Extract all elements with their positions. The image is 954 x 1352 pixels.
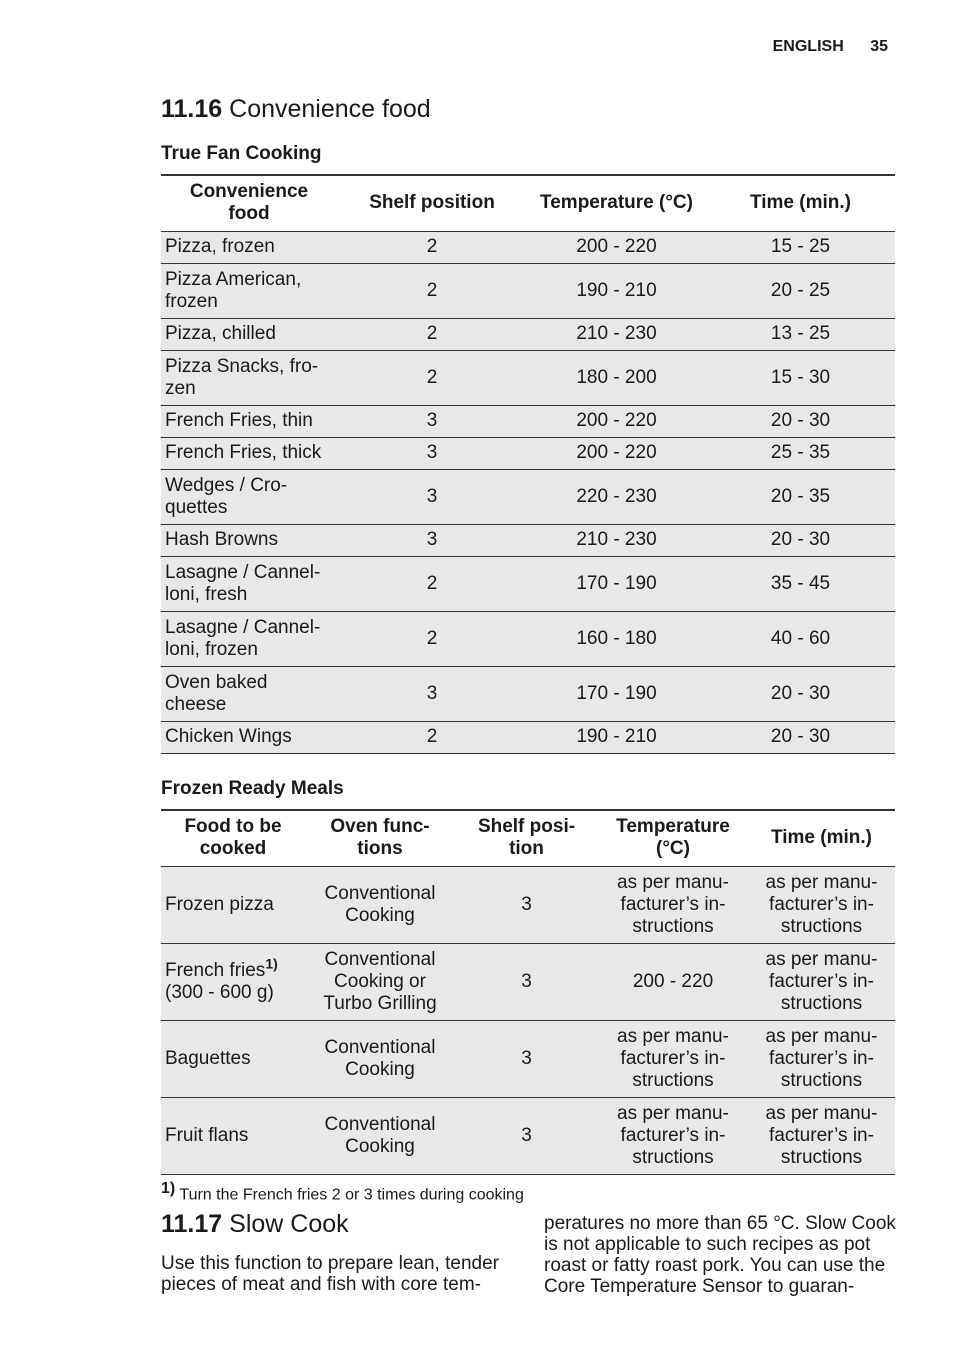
table-row xyxy=(161,263,895,318)
column-header: Shelf position xyxy=(337,175,527,231)
food-cell: Pizza, frozen xyxy=(161,231,337,263)
time-cell: as per manu-facturer’s in-structions xyxy=(748,866,895,943)
footnote-marker: 1) xyxy=(161,1180,176,1197)
shelf-cell: 2 xyxy=(337,350,527,405)
page-header xyxy=(773,38,888,56)
true-fan-cooking-table xyxy=(161,174,895,754)
temperature-cell: as per manu-facturer’s in-structions xyxy=(598,1020,748,1097)
food-cell: Lasagne / Cannel-loni, frozen xyxy=(161,611,337,666)
table-row xyxy=(161,866,895,943)
temperature-cell: 160 - 180 xyxy=(527,611,706,666)
temperature-cell: 200 - 220 xyxy=(527,437,706,469)
section-number: 11.16 xyxy=(161,95,223,123)
subtitle-true-fan-cooking: True Fan Cooking xyxy=(161,143,322,164)
time-cell: 15 - 25 xyxy=(706,231,895,263)
shelf-cell: 3 xyxy=(337,437,527,469)
time-cell: 13 - 25 xyxy=(706,318,895,350)
table-row xyxy=(161,231,895,263)
temperature-cell: 170 - 190 xyxy=(527,666,706,721)
food-cell: Baguettes xyxy=(161,1020,305,1097)
temperature-cell: 200 - 220 xyxy=(527,231,706,263)
food-cell: Chicken Wings xyxy=(161,721,337,753)
time-cell: as per manu-facturer’s in-structions xyxy=(748,943,895,1020)
time-cell: 25 - 35 xyxy=(706,437,895,469)
footnote-text: Turn the French fries 2 or 3 times during cooking xyxy=(179,1186,524,1204)
column-header: Oven func-tions xyxy=(305,810,455,866)
food-cell: Pizza, chilled xyxy=(161,318,337,350)
food-cell: Oven baked cheese xyxy=(161,666,337,721)
section-number: 11.17 xyxy=(161,1210,223,1238)
table-row xyxy=(161,1097,895,1174)
temperature-cell: 190 - 210 xyxy=(527,721,706,753)
food-cell: Frozen pizza xyxy=(161,866,305,943)
column-header: Time (min.) xyxy=(748,810,895,866)
table-row xyxy=(161,318,895,350)
time-cell: as per manu-facturer’s in-structions xyxy=(748,1097,895,1174)
shelf-cell: 3 xyxy=(455,866,598,943)
table-row xyxy=(161,721,895,753)
food-cell: Lasagne / Cannel-loni, fresh xyxy=(161,556,337,611)
shelf-cell: 2 xyxy=(337,231,527,263)
shelf-cell: 3 xyxy=(455,1020,598,1097)
table-header-row xyxy=(161,175,895,231)
column-header: Food to be cooked xyxy=(161,810,305,866)
time-cell: as per manu-facturer’s in-structions xyxy=(748,1020,895,1097)
food-cell xyxy=(161,943,305,1020)
table-row xyxy=(161,350,895,405)
time-cell: 20 - 30 xyxy=(706,721,895,753)
food-cell: Pizza Snacks, fro-zen xyxy=(161,350,337,405)
food-weight: (300 - 600 g) xyxy=(165,981,274,1003)
temperature-cell: 220 - 230 xyxy=(527,469,706,524)
temperature-cell: 180 - 200 xyxy=(527,350,706,405)
function-cell: Conventional Cooking or Turbo Grilling xyxy=(305,943,455,1020)
shelf-cell: 2 xyxy=(337,721,527,753)
table-row xyxy=(161,943,895,1020)
table-row xyxy=(161,556,895,611)
shelf-cell: 3 xyxy=(337,666,527,721)
temperature-cell: 210 - 230 xyxy=(527,524,706,556)
temperature-cell: 190 - 210 xyxy=(527,263,706,318)
section-title-text: Convenience food xyxy=(229,95,431,123)
shelf-cell: 3 xyxy=(337,405,527,437)
table-row xyxy=(161,611,895,666)
temperature-cell: as per manu-facturer’s in-structions xyxy=(598,1097,748,1174)
shelf-cell: 3 xyxy=(455,943,598,1020)
temperature-cell: 200 - 220 xyxy=(598,943,748,1020)
time-cell: 20 - 30 xyxy=(706,524,895,556)
language-label: ENGLISH xyxy=(772,38,844,55)
temperature-cell: 200 - 220 xyxy=(527,405,706,437)
time-cell: 15 - 30 xyxy=(706,350,895,405)
temperature-cell: 170 - 190 xyxy=(527,556,706,611)
section-title-slow-cook xyxy=(161,1210,349,1239)
food-cell: French Fries, thin xyxy=(161,405,337,437)
shelf-cell: 2 xyxy=(337,318,527,350)
time-cell: 20 - 25 xyxy=(706,263,895,318)
temperature-cell: as per manu-facturer’s in-structions xyxy=(598,866,748,943)
time-cell: 40 - 60 xyxy=(706,611,895,666)
table-row xyxy=(161,1020,895,1097)
shelf-cell: 3 xyxy=(337,524,527,556)
table-header-row xyxy=(161,810,895,866)
column-header: Temperature (°C) xyxy=(527,175,706,231)
slow-cook-paragraph-left: Use this function to prepare lean, tender pieces of meat and fish with core tem- xyxy=(161,1253,499,1295)
subtitle-frozen-ready-meals: Frozen Ready Meals xyxy=(161,778,344,799)
shelf-cell: 2 xyxy=(337,556,527,611)
time-cell: 20 - 35 xyxy=(706,469,895,524)
function-cell: Conventional Cooking xyxy=(305,1020,455,1097)
shelf-cell: 2 xyxy=(337,263,527,318)
temperature-cell: 210 - 230 xyxy=(527,318,706,350)
footnote-marker: 1) xyxy=(265,955,278,972)
food-name: French fries xyxy=(165,959,266,981)
time-cell: 20 - 30 xyxy=(706,405,895,437)
column-header: Time (min.) xyxy=(706,175,895,231)
column-header: Temperature (°C) xyxy=(598,810,748,866)
column-header: Convenience food xyxy=(161,175,337,231)
shelf-cell: 3 xyxy=(455,1097,598,1174)
footnote xyxy=(161,1180,524,1204)
slow-cook-paragraph-right: peratures no more than 65 °C. Slow Cook is not applicable to such recipes as pot roast or fatty roast pork. You can use the Core Temperature Sensor to guaran- xyxy=(544,1213,896,1297)
food-cell: Pizza American, frozen xyxy=(161,263,337,318)
table-row xyxy=(161,437,895,469)
section-title-convenience-food xyxy=(161,95,431,124)
shelf-cell: 2 xyxy=(337,611,527,666)
function-cell: Conventional Cooking xyxy=(305,1097,455,1174)
time-cell: 35 - 45 xyxy=(706,556,895,611)
page-number: 35 xyxy=(870,38,888,55)
food-cell: Fruit flans xyxy=(161,1097,305,1174)
table-row xyxy=(161,405,895,437)
food-cell: Wedges / Cro-quettes xyxy=(161,469,337,524)
column-header: Shelf posi-tion xyxy=(455,810,598,866)
shelf-cell: 3 xyxy=(337,469,527,524)
table-row xyxy=(161,469,895,524)
food-cell: French Fries, thick xyxy=(161,437,337,469)
section-title-text: Slow Cook xyxy=(229,1210,349,1238)
food-cell: Hash Browns xyxy=(161,524,337,556)
table-row xyxy=(161,666,895,721)
frozen-ready-meals-table xyxy=(161,809,895,1175)
time-cell: 20 - 30 xyxy=(706,666,895,721)
table-row xyxy=(161,524,895,556)
function-cell: Conventional Cooking xyxy=(305,866,455,943)
